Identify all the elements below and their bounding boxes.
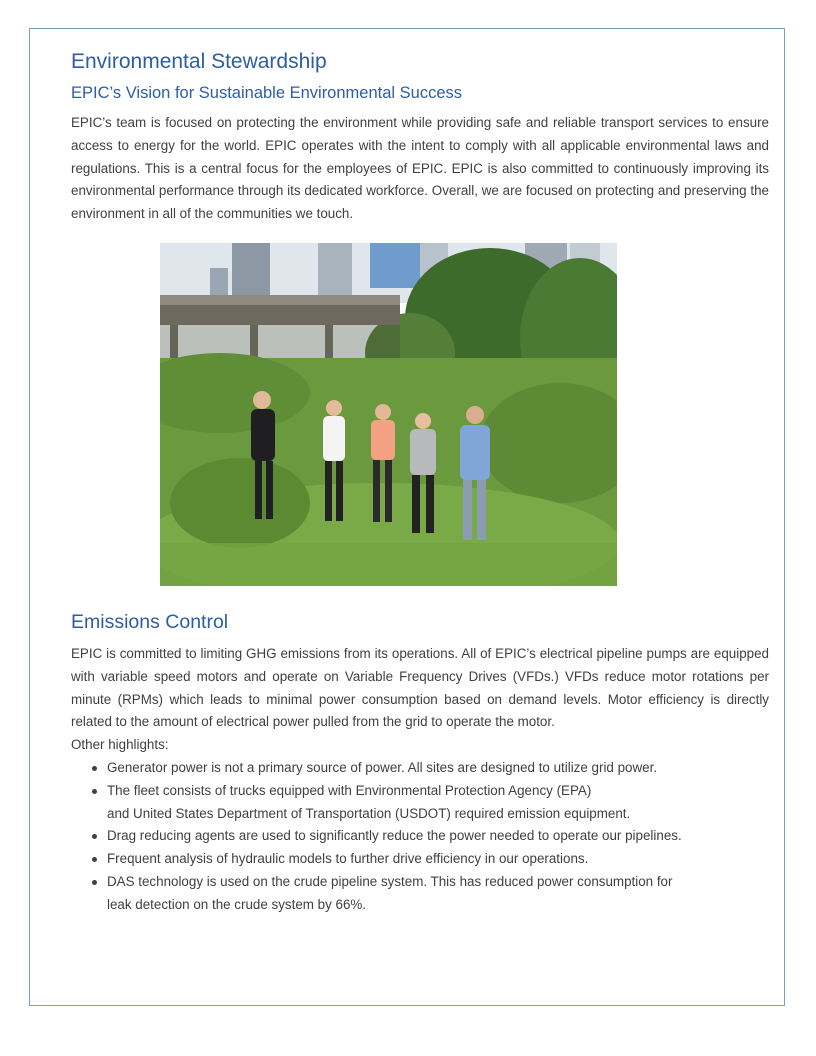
section-subtitle-vision: EPIC’s Vision for Sustainable Environmental Success — [71, 84, 463, 102]
highlight-item — [107, 757, 769, 780]
highlight-item — [107, 848, 769, 871]
highlight-item-line: The fleet consists of trucks equipped with Environmental Protection Agency (EPA) — [107, 782, 592, 798]
highlight-item — [107, 825, 769, 848]
emissions-paragraph — [71, 643, 769, 757]
highlights-list — [71, 757, 769, 917]
highlight-item-line: Frequent analysis of hydraulic models to further drive efficiency in our operations. — [107, 851, 589, 867]
page-content — [71, 48, 769, 912]
highlight-item-line: DAS technology is used on the crude pipeline system. This has reduced power consumption for — [107, 873, 673, 889]
group-volunteers-photo — [160, 243, 617, 586]
highlight-item — [107, 871, 769, 917]
bullet-dot-icon — [92, 857, 97, 862]
bullet-dot-icon — [92, 766, 97, 771]
highlights-intro: Other highlights: — [71, 737, 169, 753]
highlight-item-line: leak detection on the crude system by 66%. — [107, 896, 367, 912]
bullet-dot-icon — [92, 880, 97, 885]
bullet-dot-icon — [92, 834, 97, 839]
emissions-paragraph-text: EPIC is committed to limiting GHG emissions from its operations. All of EPIC’s electrical pipeline pumps are equipped with variable speed motors and operate on Variable Frequency Drives (VFDs.) VFDs reduce motor rotations per minute (RPMs) which leads to minimal power consumption based on demand levels. Motor efficiency is directly related to the amount of electrical power pulled from the grid to operate the motor. — [71, 646, 769, 730]
section-title-environmental-stewardship: Environmental Stewardship — [71, 50, 327, 73]
highlight-item — [107, 780, 769, 826]
section-title-emissions-control: Emissions Control — [71, 611, 229, 633]
bullet-dot-icon — [92, 789, 97, 794]
emissions-control-section — [71, 609, 769, 917]
highlight-item-line: and United States Department of Transportation (USDOT) required emission equipment. — [107, 805, 631, 821]
highlight-item-line: Generator power is not a primary source of power. All sites are designed to utilize grid power. — [107, 759, 658, 775]
highlight-item-line: Drag reducing agents are used to significantly reduce the power needed to operate our pipelines. — [107, 828, 682, 844]
vision-paragraph: EPIC’s team is focused on protecting the environment while providing safe and reliable transport services to ensure access to energy for the world. EPIC operates with the intent to comply with all applicable environmental laws and regulations. This is a central focus for the employees of EPIC. EPIC is also committed to continuously improving its environmental performance through its dedicated workforce. Overall, we are focused on protecting and preserving the environment in all of the communities we touch. — [71, 115, 769, 222]
